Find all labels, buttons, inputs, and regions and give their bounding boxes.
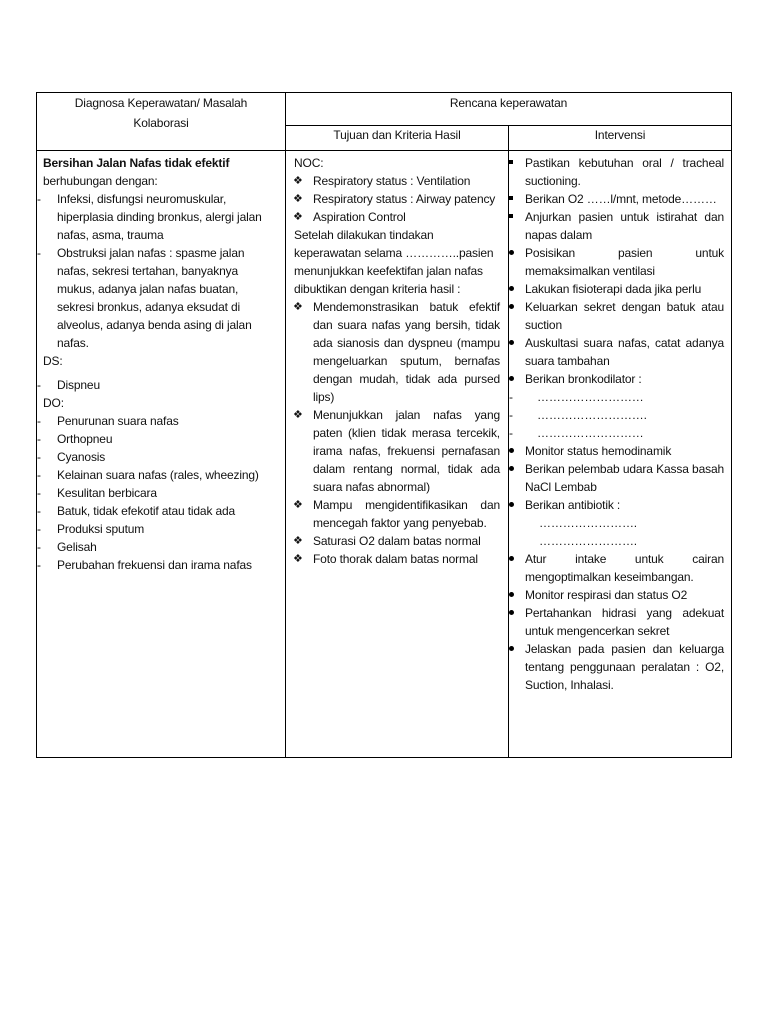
intervention-item [513, 154, 724, 190]
criteria-item-text: Menunjukkan jalan nafas yang paten (klien tidak merasa tercekik, irama nafas, frekuensi pernafasan dalam rentang normal, tidak ada suara nafas abnormal) [313, 408, 500, 494]
intervention-item-text: Auskultasi suara nafas, catat adanya suara tambahan [525, 336, 725, 368]
intervention-item [513, 208, 724, 244]
do-item [37, 556, 277, 574]
do-item [37, 484, 277, 502]
intervention-item-text: Berikan pelembab udara Kassa basah NaCl Lembab [525, 462, 725, 494]
intervention-item-text: Jelaskan pada pasien dan keluarga tentang penggunaan peralatan : O2, Suction, Inhalasi. [525, 642, 725, 692]
subjective-data-list [37, 376, 277, 394]
ds-item [37, 376, 277, 394]
do-label: DO: [43, 396, 64, 410]
do-item-text: Produksi sputum [57, 522, 145, 536]
do-item-text: Orthopneu [57, 432, 113, 446]
intervention-item [513, 496, 724, 514]
intervention-item-marker [509, 646, 514, 651]
header-diagnosis [37, 93, 286, 151]
do-item-marker: - [37, 486, 41, 500]
noc-item [291, 190, 500, 208]
intervention-item-marker [509, 340, 514, 345]
intervention-item [513, 280, 724, 298]
intervention-item [513, 244, 724, 280]
criteria-item [291, 406, 500, 496]
intervention-item-text: Pastikan kebutuhan oral / tracheal suctioning. [525, 156, 725, 188]
do-item-marker: - [37, 558, 41, 572]
do-item-text: Batuk, tidak efekotif atau tidak ada [57, 504, 236, 518]
noc-item-marker: ❖ [293, 193, 303, 205]
do-item-marker: - [37, 468, 41, 482]
criteria-item-text: Mampu mengidentifikasikan dan mencegah faktor yang penyebab. [313, 498, 500, 530]
intervention-item [513, 190, 724, 208]
noc-list [291, 172, 500, 226]
nursing-care-plan-table [36, 92, 732, 758]
intervention-item-marker [509, 448, 514, 453]
do-item [37, 466, 277, 484]
intervention-item-text: Posisikan pasien untuk memaksimalkan ventilasi [525, 246, 725, 278]
do-item-marker: - [37, 414, 41, 428]
related-factor-marker: - [37, 192, 41, 206]
intervention-item-marker [509, 592, 514, 597]
criteria-item-marker: ❖ [293, 301, 303, 313]
intervention-list-c [513, 442, 724, 514]
do-item-text: Penurunan suara nafas [57, 414, 179, 428]
do-item [37, 448, 277, 466]
header-row-1 [37, 93, 732, 126]
do-item-text: Perubahan frekuensi dan irama nafas [57, 558, 252, 572]
ds-label: DS: [43, 354, 63, 368]
diagnosis-title: Bersihan Jalan Nafas tidak efektif [43, 156, 230, 170]
bronchodilator-blank-text: ……………………… [537, 426, 644, 440]
bronchodilator-blank [509, 424, 724, 442]
intervention-item-marker [509, 196, 513, 200]
related-factor-text: Infeksi, disfungsi neuromuskular, hiperplasia dinding bronkus, alergi jalan nafas, asma, trauma [57, 192, 262, 242]
criteria-item [291, 532, 500, 550]
related-factor-text: Obstruksi jalan nafas : spasme jalan nafas, sekresi tertahan, banyaknya mukus, adanya jalan nafas buatan, sekresi bronkus, adanya eksudat di alveolus, adanya benda asing di jalan nafas. [57, 246, 252, 350]
related-factor [37, 190, 277, 244]
intervention-item [513, 334, 724, 370]
intervention-item-text: Pertahankan hidrasi yang adekuat untuk mengencerkan sekret [525, 606, 725, 638]
bronchodilator-blank [509, 388, 724, 406]
intervention-item-marker [509, 502, 514, 507]
antibiotic-blank: ……………………. [539, 516, 637, 530]
intervention-item-marker [509, 160, 513, 164]
bronchodilator-blank [509, 406, 724, 424]
criteria-item [291, 496, 500, 532]
ds-item-text: Dispneu [57, 378, 100, 392]
header-plan: Rencana keperawatan [286, 93, 732, 126]
intervention-item-text: Berikan bronkodilator : [525, 372, 642, 386]
criteria-item [291, 550, 500, 568]
header-interventions: Intervensi [509, 126, 732, 151]
intervention-item-text: Monitor status hemodinamik [525, 444, 672, 458]
intervention-item-text: Anjurkan pasien untuk istirahat dan napas dalam [525, 210, 725, 242]
intervention-item-text: Berikan O2 ……l/mnt, metode……… [525, 192, 717, 206]
related-factor-marker: - [37, 246, 41, 260]
content-row [37, 151, 732, 758]
intervention-item-text: Lakukan fisioterapi dada jika perlu [525, 282, 702, 296]
goals-content [286, 151, 508, 568]
header-goals: Tujuan dan Kriteria Hasil [286, 126, 509, 151]
goals-cell [286, 151, 509, 758]
noc-item [291, 172, 500, 190]
intervention-item [513, 586, 724, 604]
intervention-item-marker [509, 250, 514, 255]
bronchodilator-blank-text: ………………………. [537, 408, 647, 422]
interventions-cell [509, 151, 732, 758]
intervention-item-marker [509, 376, 514, 381]
related-intro: berhubungan dengan: [43, 174, 158, 188]
noc-item [291, 208, 500, 226]
bronchodilator-blanks [509, 388, 724, 442]
intervention-item-marker [509, 214, 513, 218]
noc-item-marker: ❖ [293, 175, 303, 187]
intervention-item [513, 460, 724, 496]
do-item [37, 502, 277, 520]
interventions-content [509, 151, 731, 694]
intervention-item [513, 442, 724, 460]
objective-data-list [37, 412, 277, 574]
criteria-list [291, 298, 500, 568]
do-item-text: Kelainan suara nafas (rales, wheezing) [57, 468, 259, 482]
criteria-item-text: Saturasi O2 dalam batas normal [313, 534, 481, 548]
do-item-text: Cyanosis [57, 450, 106, 464]
intervention-item [513, 640, 724, 694]
bronchodilator-blank-text: ……………………… [537, 390, 644, 404]
intervention-item-marker [509, 304, 514, 309]
noc-item-text: Respiratory status : Ventilation [313, 174, 471, 188]
criteria-item-text: Mendemonstrasikan batuk efektif dan suara nafas yang bersih, tidak ada sianosis dan dyspneu (mampu mengeluarkan sputum, bernafas dengan mudah, tidak ada pursed lips) [313, 300, 500, 404]
bronchodilator-blank-marker: - [509, 390, 513, 404]
criteria-item-marker: ❖ [293, 535, 303, 547]
intervention-item [513, 370, 724, 388]
do-item [37, 430, 277, 448]
do-item-marker: - [37, 450, 41, 464]
do-item [37, 412, 277, 430]
antibiotic-blank: ……………………. [539, 534, 637, 548]
intervention-list-b [513, 244, 724, 388]
intervention-item [513, 550, 724, 586]
intervention-item-marker [509, 610, 514, 615]
do-item-text: Gelisah [57, 540, 97, 554]
intervention-item-text: Atur intake untuk cairan mengoptimalkan keseimbangan. [525, 552, 725, 584]
intervention-item-marker [509, 286, 514, 291]
intervention-item-text: Monitor respirasi dan status O2 [525, 588, 688, 602]
do-item [37, 520, 277, 538]
intervention-item-text: Keluarkan sekret dengan batuk atau suction [525, 300, 725, 332]
criteria-item-marker: ❖ [293, 553, 303, 565]
noc-label: NOC: [294, 156, 324, 170]
related-factors-list [37, 190, 277, 352]
antibiotic-blanks [513, 514, 724, 550]
intervention-list-a [513, 154, 724, 244]
do-item-marker: - [37, 540, 41, 554]
diagnosis-content [37, 151, 285, 574]
intervention-list-d [513, 550, 724, 694]
related-factor [37, 244, 277, 352]
intervention-item-text: Berikan antibiotik : [525, 498, 621, 512]
noc-item-marker: ❖ [293, 211, 303, 223]
do-item-marker: - [37, 522, 41, 536]
intervention-item-marker [509, 556, 514, 561]
intervention-item [513, 604, 724, 640]
goals-intro: Setelah dilakukan tindakan keperawatan selama …………..pasien menunjukkan keefektifan jalan nafas dibuktikan dengan kriteria hasil : [294, 228, 494, 296]
diagnosis-cell [37, 151, 286, 758]
intervention-item [513, 298, 724, 334]
noc-item-text: Aspiration Control [313, 210, 406, 224]
header-diagnosis-label: Diagnosa Keperawatan/ Masalah Kolaborasi [74, 96, 248, 130]
bronchodilator-blank-marker: - [509, 426, 513, 440]
ds-item-marker: - [37, 378, 41, 392]
bronchodilator-blank-marker: - [509, 408, 513, 422]
do-item-marker: - [37, 504, 41, 518]
criteria-item-marker: ❖ [293, 409, 303, 421]
criteria-item-text: Foto thorak dalam batas normal [313, 552, 478, 566]
criteria-item-marker: ❖ [293, 499, 303, 511]
do-item-text: Kesulitan berbicara [57, 486, 157, 500]
do-item [37, 538, 277, 556]
intervention-item-marker [509, 466, 514, 471]
do-item-marker: - [37, 432, 41, 446]
criteria-item [291, 298, 500, 406]
noc-item-text: Respiratory status : Airway patency [313, 192, 496, 206]
